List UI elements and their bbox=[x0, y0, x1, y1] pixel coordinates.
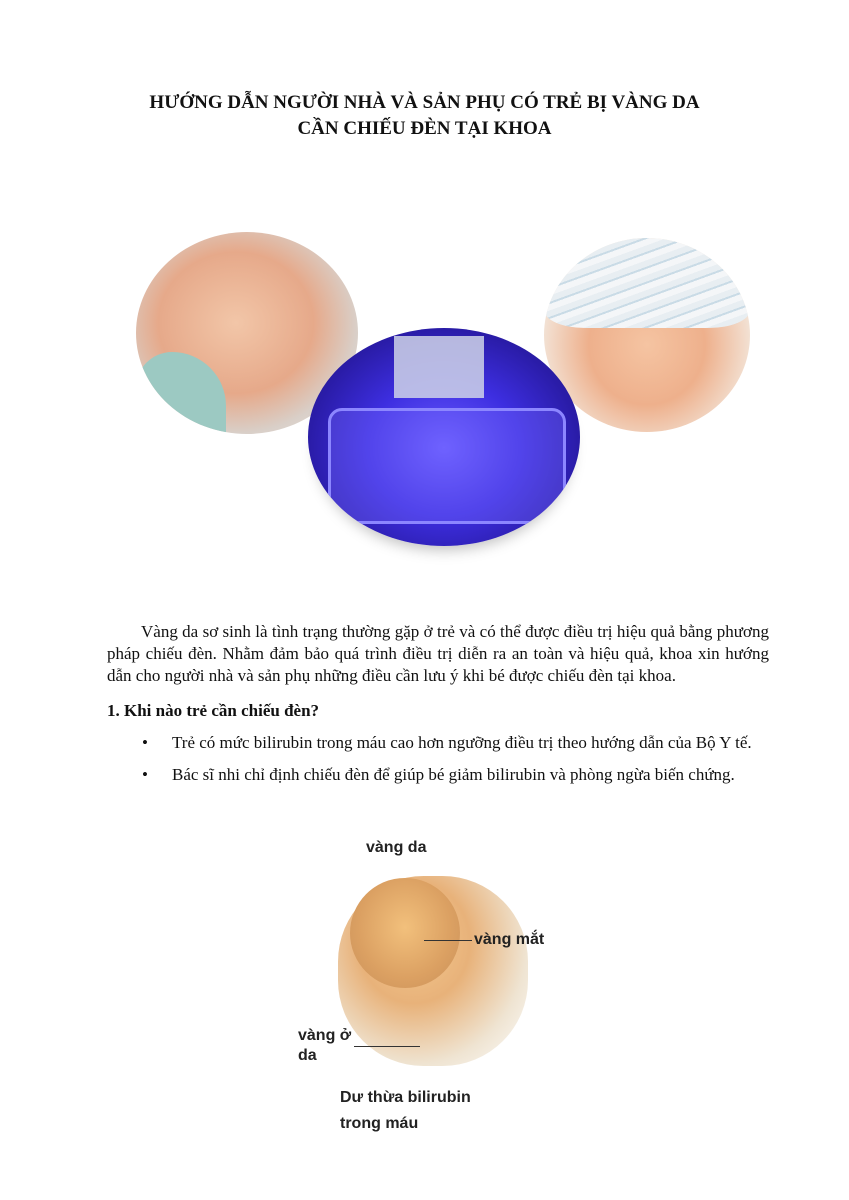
blanket-shape bbox=[136, 352, 226, 434]
eye-pointer-line bbox=[424, 940, 472, 941]
bullet-text: Trẻ có mức bilirubin trong máu cao hơn ngưỡng điều trị theo hướng dẫn của Bộ Y tế. bbox=[172, 733, 752, 752]
title-line-1: HƯỚNG DẪN NGƯỜI NHÀ VÀ SẢN PHỤ CÓ TRẺ BỊ VÀNG DA bbox=[149, 92, 700, 113]
label-vang-o-da bbox=[298, 1026, 351, 1066]
intro-paragraph: Vàng da sơ sinh là tình trạng thường gặp ở trẻ và có thể được điều trị hiệu quả bằng phương pháp chiếu đèn. Nhằm đảm bảo quá trình điều trị diễn ra an toàn và hiệu quả, khoa xin hướng dẫn cho người nhà và sản phụ những điều cần lưu ý khi bé được chiếu đèn tại khoa. bbox=[107, 622, 769, 685]
label-vang-o-da-line-1: vàng ở bbox=[298, 1027, 352, 1044]
label-bilirubin bbox=[340, 1088, 471, 1134]
bullet-item bbox=[142, 764, 769, 786]
photo-collage bbox=[130, 228, 760, 568]
striped-hat-shape bbox=[544, 238, 750, 328]
sleeping-baby-photo-right bbox=[544, 238, 750, 432]
title-line-2: CẦN CHIẾU ĐÈN TẠI KHOA bbox=[297, 118, 552, 139]
label-vang-o-da-line-2: da bbox=[298, 1047, 317, 1064]
skin-pointer-line bbox=[354, 1046, 420, 1047]
section-1-bullet-list bbox=[142, 732, 769, 796]
bullet-dot-icon: • bbox=[142, 733, 148, 752]
incubator-crib-shape bbox=[328, 408, 566, 524]
bullet-item bbox=[142, 732, 769, 754]
label-vang-da: vàng da bbox=[366, 839, 427, 856]
bullet-dot-icon: • bbox=[142, 765, 148, 784]
label-bilirubin-line-1: Dư thừa bilirubin bbox=[340, 1089, 471, 1106]
section-1-heading: 1. Khi nào trẻ cần chiếu đèn? bbox=[107, 701, 320, 720]
wall-chart-shape bbox=[394, 336, 484, 398]
label-vang-mat: vàng mắt bbox=[474, 931, 545, 948]
bullet-text: Bác sĩ nhi chỉ định chiếu đèn để giúp bé giảm bilirubin và phòng ngừa biến chứng. bbox=[172, 765, 735, 784]
phototherapy-photo-center bbox=[308, 328, 580, 546]
label-bilirubin-line-2: trong máu bbox=[340, 1115, 419, 1132]
jaundice-diagram bbox=[290, 832, 580, 1142]
baby-head-shape bbox=[350, 878, 460, 988]
page-title bbox=[60, 90, 789, 142]
